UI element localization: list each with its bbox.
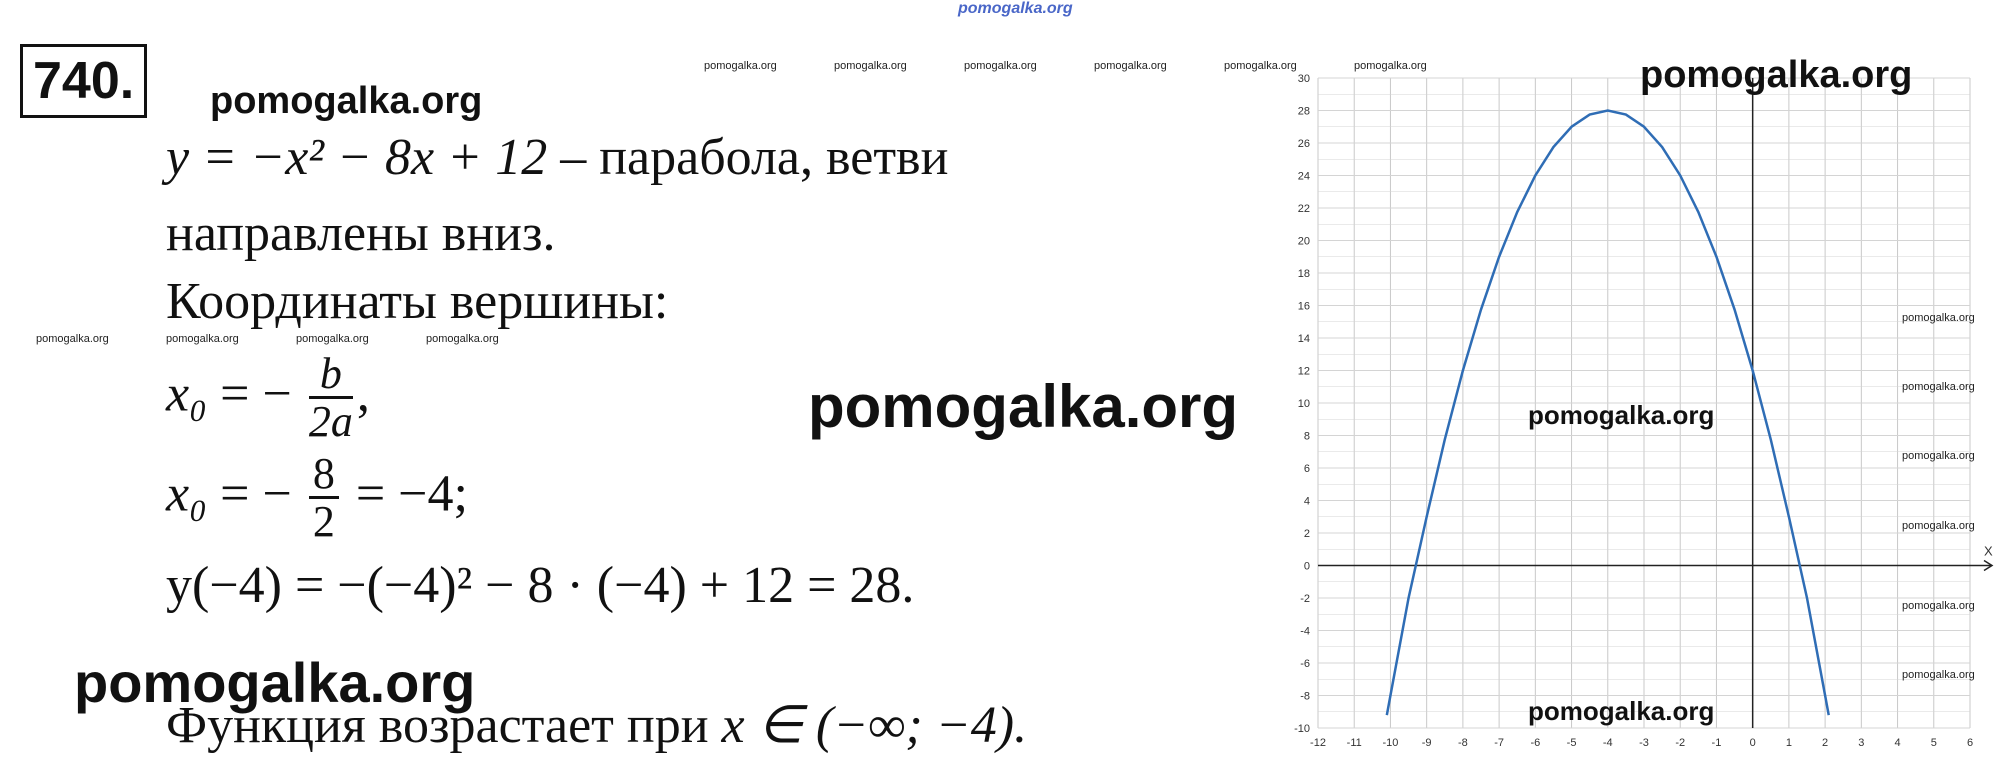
x-tick-label: 3 [1858, 737, 1865, 749]
fraction-b-over-2a [308, 349, 353, 446]
watermark-big: pomogalka.org [808, 373, 1239, 440]
watermark-big: pomogalka.org [1640, 54, 1913, 96]
watermark-small: pomogalka.org [1902, 312, 1975, 324]
watermark-small: pomogalka.org [1354, 60, 1427, 72]
y-tick-label: 20 [1297, 235, 1310, 248]
x-tick-label: 2 [1822, 737, 1829, 749]
watermark-small: pomogalka.org [36, 333, 109, 345]
x-axis-label: X [1984, 543, 1993, 559]
y-tick-label: 12 [1297, 365, 1310, 378]
watermark-small: pomogalka.org [1224, 60, 1297, 72]
y-tick-label: 8 [1303, 430, 1310, 443]
x-tick-label: 1 [1785, 737, 1792, 749]
y-tick-label: -10 [1294, 723, 1310, 735]
top-watermark: pomogalka.org [958, 0, 1073, 17]
increasing-interval [166, 696, 1027, 756]
watermark-small: pomogalka.org [964, 60, 1037, 72]
x-tick-label: -2 [1675, 737, 1686, 749]
watermark-small: pomogalka.org [166, 333, 239, 345]
watermark-small: pomogalka.org [834, 60, 907, 72]
equals-minus: = − [220, 365, 292, 423]
comma: , [356, 365, 370, 423]
y-tick-label: -6 [1300, 658, 1310, 670]
y-tick-label: 4 [1303, 495, 1310, 508]
watermark-small: pomogalka.org [426, 333, 499, 345]
increasing-math: x ∈ (−∞; −4). [721, 697, 1028, 754]
watermark-small: pomogalka.org [1094, 60, 1167, 72]
watermark-big: pomogalka.org [210, 80, 483, 122]
watermark-small: pomogalka.org [1902, 600, 1975, 612]
problem-number: 740. [20, 44, 147, 118]
watermark-big: pomogalka.org [74, 651, 476, 714]
y-tick-label: 6 [1303, 463, 1310, 475]
watermark-big: pomogalka.org [1528, 696, 1715, 726]
watermark-small: pomogalka.org [1902, 381, 1975, 393]
x-tick-label: -4 [1602, 737, 1613, 749]
x-tick-label: -11 [1346, 737, 1362, 749]
x-tick-label: -1 [1711, 737, 1722, 749]
x-tick-label: -5 [1566, 737, 1577, 749]
vertex-y-value: y(−4) = −(−4)² − 8 · (−4) + 12 = 28. [166, 557, 915, 614]
x-tick-label: 5 [1930, 737, 1937, 749]
equation: y = −x² − 8x + 12 [166, 129, 548, 186]
fraction-8-over-2 [309, 449, 339, 546]
y-tick-label: 10 [1297, 398, 1310, 410]
watermark-small: pomogalka.org [704, 60, 777, 72]
y-tick-label: -4 [1300, 625, 1310, 638]
increasing-text: Функция возрастает при [166, 697, 709, 754]
equals-minus: = − [220, 465, 292, 523]
y-tick-label: 14 [1297, 333, 1310, 345]
x-tick-label: 4 [1894, 737, 1901, 749]
fraction-denominator: 2a [308, 397, 353, 446]
x-tick-label: -9 [1421, 737, 1432, 749]
x-tick-label: -3 [1639, 737, 1649, 749]
y-tick-label: 28 [1297, 105, 1310, 118]
y-tick-label: 16 [1297, 300, 1310, 313]
y-tick-label: 18 [1297, 268, 1310, 280]
vertex-x-formula [166, 349, 370, 446]
watermark-small: pomogalka.org [1902, 450, 1975, 462]
result: = −4; [355, 465, 468, 523]
fraction-numerator: 8 [309, 452, 339, 499]
y-tick-label: 24 [1297, 170, 1310, 183]
x0-symbol: x₀ [166, 465, 208, 523]
x-tick-label: -6 [1530, 737, 1541, 749]
solution-line-2: направлены вниз. [166, 205, 556, 262]
y-tick-label: 26 [1297, 138, 1310, 150]
equation-description: – парабола, ветви [560, 129, 949, 186]
y-tick-label: -2 [1300, 593, 1310, 605]
solution-line-1 [166, 128, 948, 188]
fraction-numerator: b [309, 352, 353, 399]
y-tick-label: 30 [1297, 73, 1310, 85]
x-tick-label: -7 [1494, 737, 1505, 749]
vertex-x-value [166, 449, 468, 546]
x0-symbol: x₀ [166, 365, 208, 423]
x-tick-label: -10 [1382, 737, 1399, 749]
watermark-small: pomogalka.org [1902, 520, 1975, 532]
watermark-small: pomogalka.org [1902, 669, 1975, 681]
y-tick-label: 2 [1303, 528, 1310, 540]
x-tick-label: 6 [1966, 737, 1974, 749]
fraction-denominator: 2 [312, 497, 335, 546]
x-tick-label: -8 [1457, 737, 1468, 749]
y-tick-label: 22 [1297, 203, 1310, 215]
solution-line-3: Координаты вершины: [166, 273, 669, 330]
watermark-small: pomogalka.org [296, 333, 369, 345]
y-tick-label: -8 [1300, 690, 1310, 703]
x-tick-label: 0 [1749, 737, 1756, 749]
x-tick-label: -12 [1310, 737, 1326, 749]
watermark-big: pomogalka.org [1528, 400, 1715, 430]
y-tick-label: 0 [1303, 560, 1310, 573]
